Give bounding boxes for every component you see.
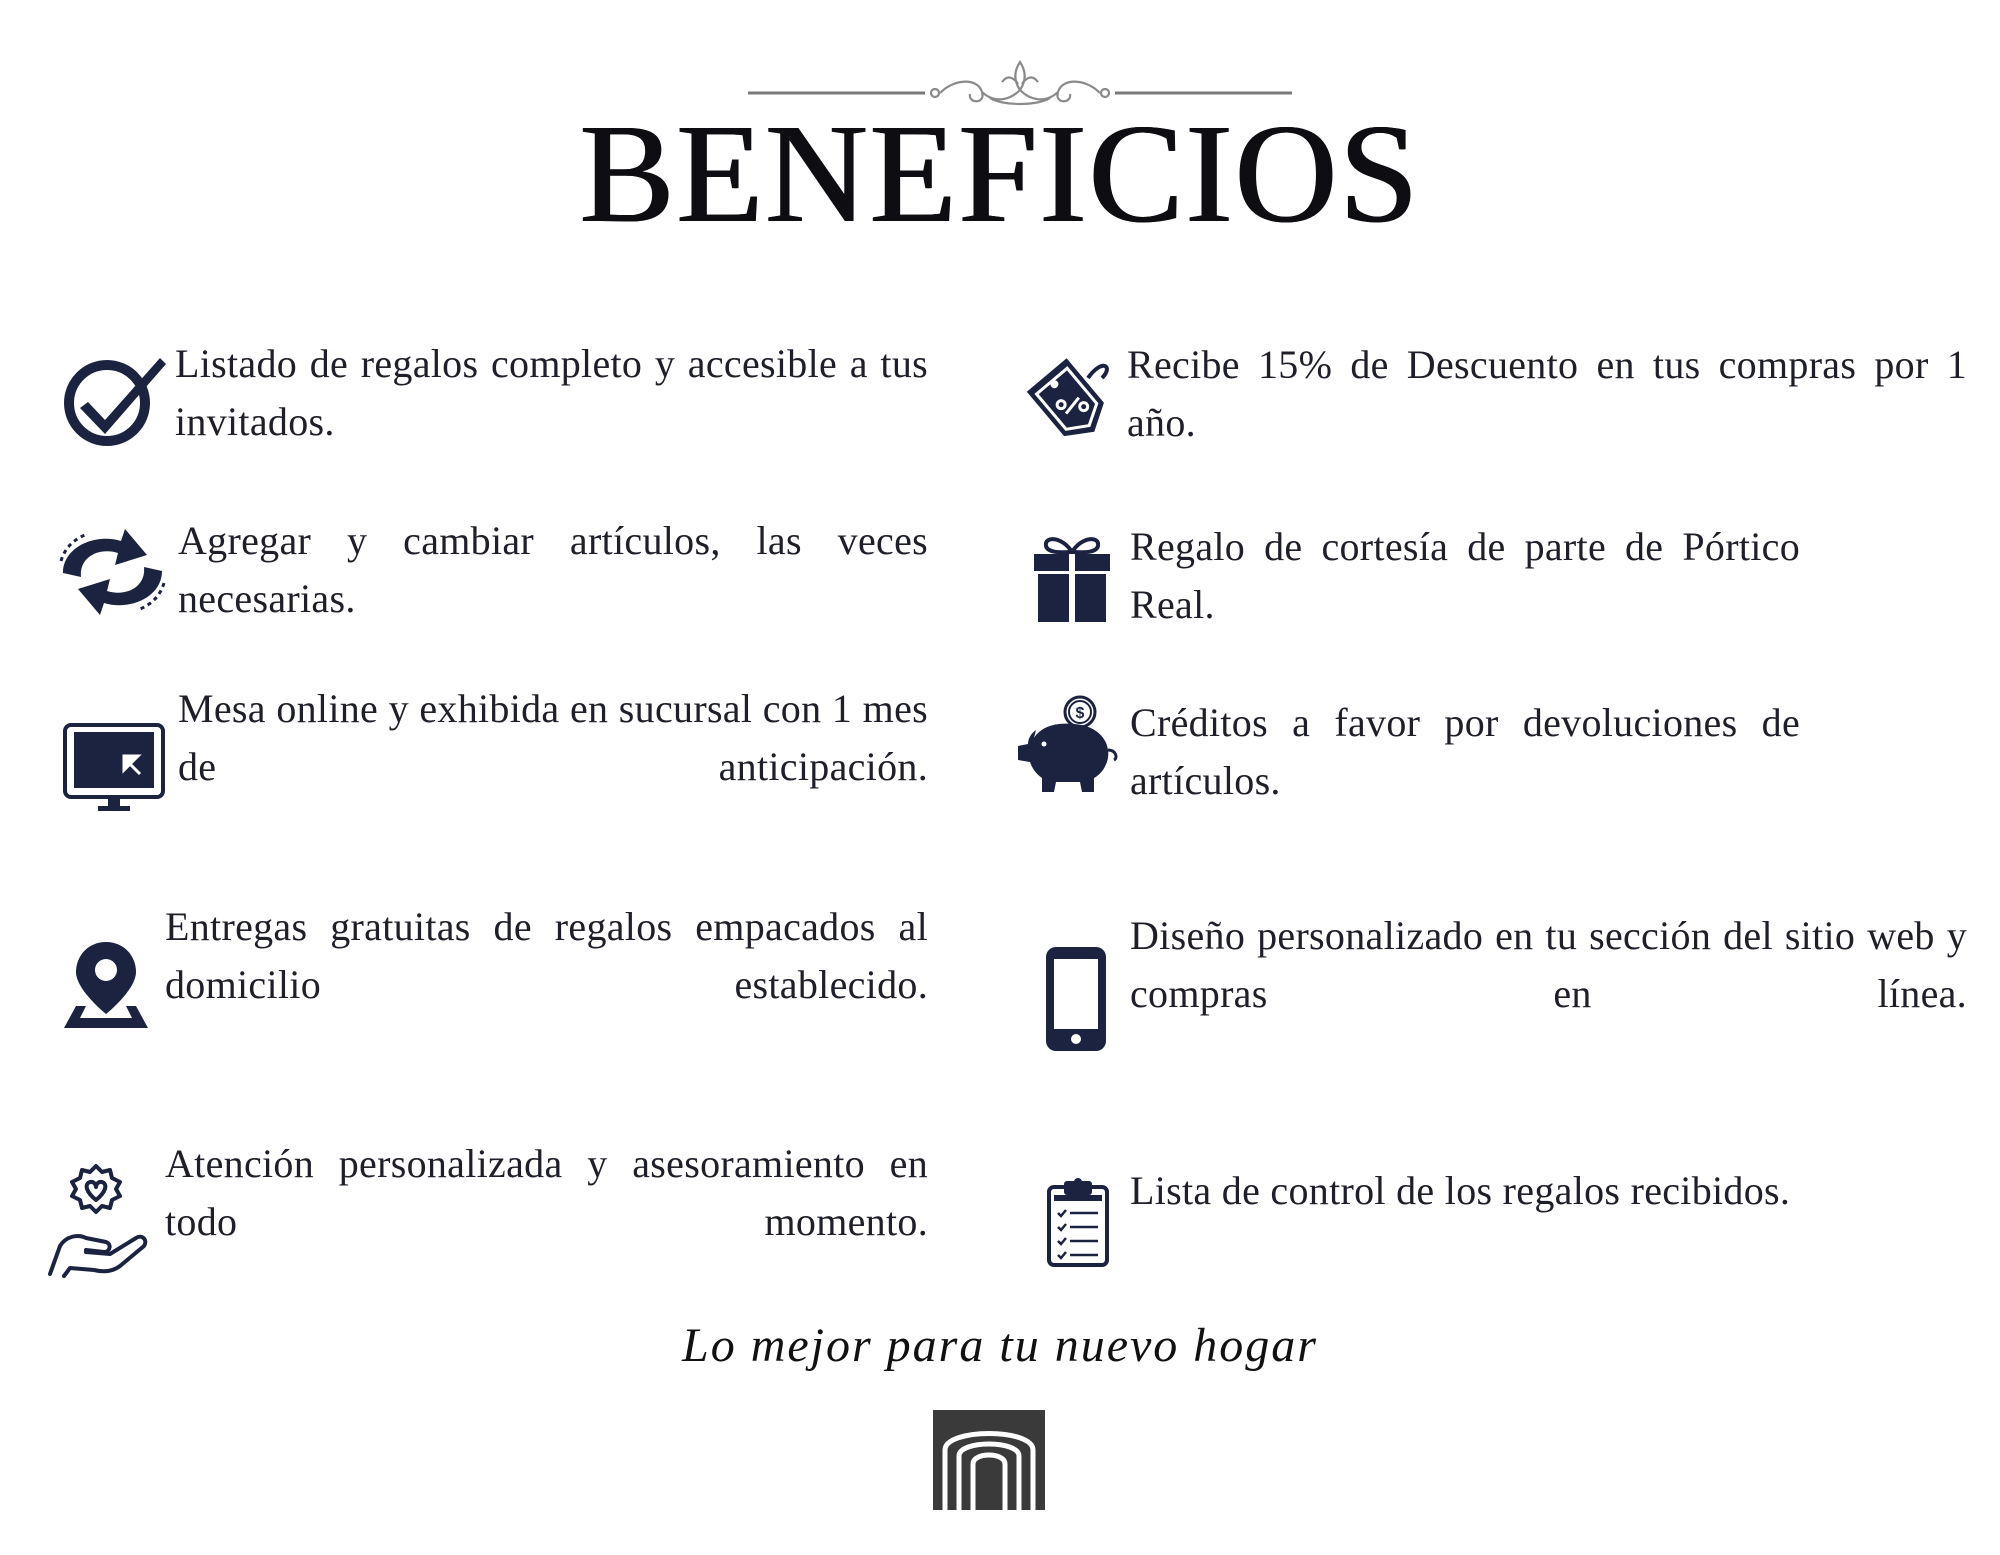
benefit-text: Agregar y cambiar artículos, las veces necesarias. xyxy=(178,518,928,621)
page-title: BENEFICIOS xyxy=(579,94,1421,252)
benefit-text: Lista de control de los regalos recibidos. xyxy=(1130,1168,1791,1213)
portico-logo-icon xyxy=(933,1410,1045,1510)
smartphone-icon xyxy=(1044,945,1108,1053)
benefit-text: Entregas gratuitas de regalos empacados al domicilio establecido. xyxy=(165,904,928,1007)
clipboard-icon xyxy=(1046,1177,1110,1269)
benefit-text: Créditos a favor por devoluciones de artículos. xyxy=(1130,700,1800,803)
check-circle-icon xyxy=(60,350,170,450)
benefit-text: Recibe 15% de Descuento en tus compras por 1 año. xyxy=(1127,342,1967,445)
discount-tag-icon xyxy=(1018,348,1114,446)
svg-text:$: $ xyxy=(1075,705,1085,722)
benefit-text: Listado de regalos completo y accesible a tus invitados. xyxy=(175,341,928,444)
gift-icon xyxy=(1032,532,1112,624)
tagline: Lo mejor para tu nuevo hogar xyxy=(682,1319,1318,1372)
benefit-text: Regalo de cortesía de parte de Pórtico Real. xyxy=(1130,524,1800,627)
benefit-text: Atención personalizada y asesoramiento en todo momento. xyxy=(165,1141,928,1244)
refresh-arrows-icon xyxy=(55,525,170,620)
hand-heart-icon xyxy=(46,1160,150,1280)
map-pin-icon xyxy=(62,938,150,1030)
monitor-icon xyxy=(62,722,166,814)
benefit-text: Mesa online y exhibida en sucursal con 1 mes de anticipación. xyxy=(178,686,928,789)
benefit-text: Diseño personalizado en tu sección del sitio web y compras en línea. xyxy=(1130,913,1967,1016)
piggy-bank-icon xyxy=(1014,694,1126,796)
